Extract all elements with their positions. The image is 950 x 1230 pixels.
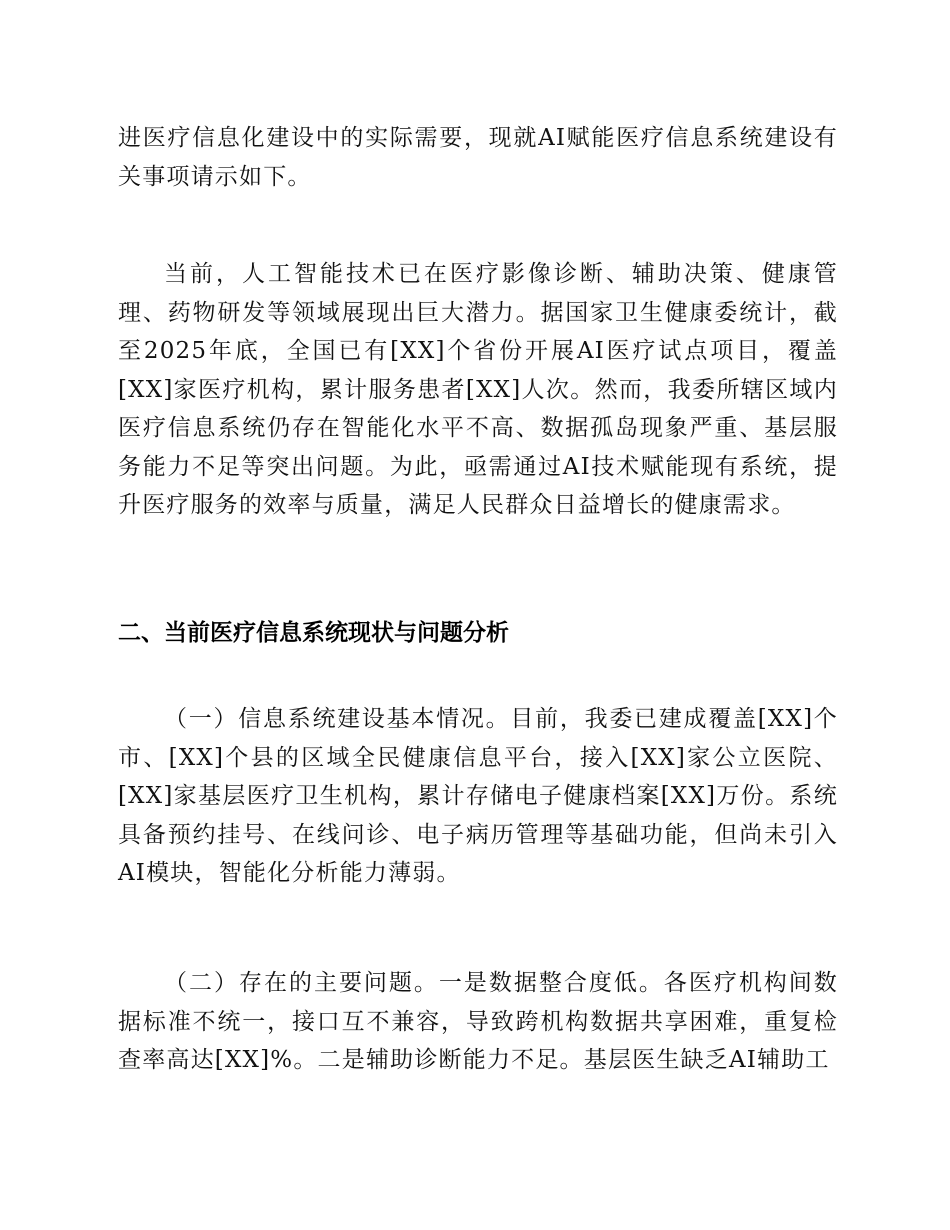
paragraph-intro-continuation: 进医疗信息化建设中的实际需要，现就AI赋能医疗信息系统建设有关事项请示如下。 xyxy=(118,125,838,190)
paragraph-system-status: （一）信息系统建设基本情况。目前，我委已建成覆盖[XX]个市、[XX]个县的区域全民健康信息平台，接入[XX]家公立医院、[XX]家基层医疗卫生机构，累计存储电子健康档案[XX]万份。系统具备预约挂号、在线问诊、电子病历管理等基础功能，但尚未引入AI模块，智能化分析能力薄弱。 xyxy=(118,706,838,886)
paragraph-background: 当前，人工智能技术已在医疗影像诊断、辅助决策、健康管理、药物研发等领域展现出巨大潜力。据国家卫生健康委统计，截至2025年底，全国已有[XX]个省份开展AI医疗试点项目，覆盖[XX]家医疗机构，累计服务患者[XX]人次。然而，我委所辖区域内医疗信息系统仍存在智能化水平不高、数据孤岛现象严重、基层服务能力不足等突出问题。为此，亟需通过AI技术赋能现有系统，提升医疗服务的效率与质量，满足人民群众日益增长的健康需求。 xyxy=(118,261,838,518)
paragraph-main-problems: （二）存在的主要问题。一是数据整合度低。各医疗机构间数据标准不统一，接口互不兼容，导致跨机构数据共享困难，重复检查率高达[XX]%。二是辅助诊断能力不足。基层医生缺乏AI辅助工 xyxy=(118,970,838,1073)
section-heading: 二、当前医疗信息系统现状与问题分析 xyxy=(118,620,509,646)
